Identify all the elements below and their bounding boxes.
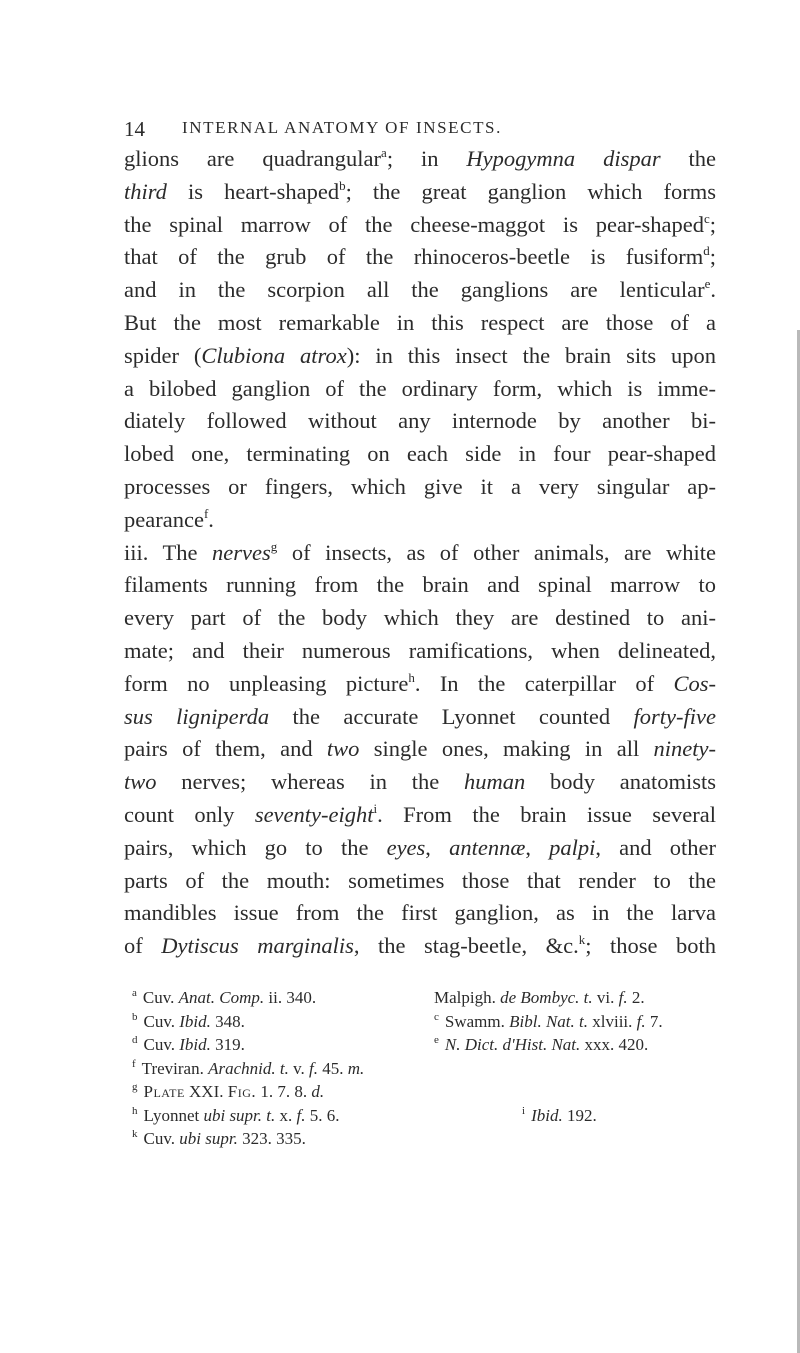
footnote: $^i$ Ibid. 192. xyxy=(522,1104,597,1125)
footnotes xyxy=(132,986,732,1151)
running-head: INTERNAL ANATOMY OF INSECTS. xyxy=(182,118,502,137)
footnote: $^d$ Cuv. Ibid. 319. xyxy=(132,1034,245,1054)
text-line: glions are quadrangular$^a$; in Hypogymna dispar the xyxy=(124,145,717,171)
footnote: Malpigh. de Bombyc. t. vi. f. 2. xyxy=(434,988,645,1007)
footnote: $^f$ Treviran. Arachnid. t. v. f. 45. m. xyxy=(132,1057,365,1078)
text-line: lobed one, terminating on each side in four pear-shaped xyxy=(124,441,716,467)
text-line: mate; and their numerous ramifications, when delineated, xyxy=(124,637,716,663)
footnote-row xyxy=(132,1127,732,1151)
footnote: $^k$ Cuv. ubi supr. 323. 335. xyxy=(132,1128,306,1148)
footnote-row xyxy=(132,1057,732,1081)
text-line: pearance$^f$. xyxy=(124,505,214,532)
text-line: count only seventy-eight$^i$. From the brain issue several xyxy=(124,800,716,827)
text-line: form no unpleasing picture$^h$. In the caterpillar of Cos- xyxy=(124,669,716,696)
body-text xyxy=(124,143,716,963)
footnote: $^g$ Plate XXI. Fig. 1. 7. 8. d. xyxy=(132,1081,325,1101)
text-line: two nerves; whereas in the human body anatomists xyxy=(124,769,716,795)
footnote: $^a$ Cuv. Anat. Comp. ii. 340. xyxy=(132,987,317,1007)
page-number: 14 xyxy=(124,117,145,141)
footnote-row xyxy=(132,1104,732,1128)
text-line: every part of the body which they are destined to ani- xyxy=(124,605,716,631)
text-line: iii. The nerves$^g$ of insects, as of other animals, are white xyxy=(124,538,717,565)
text-line: that of the grub of the rhinoceros-beetle is fusiform$^d$; xyxy=(124,243,716,270)
text-line: diately followed without any internode by another bi- xyxy=(124,408,716,434)
text-line: filaments running from the brain and spinal marrow to xyxy=(124,572,716,598)
text-line: mandibles issue from the first ganglion, as in the larva xyxy=(124,900,716,926)
footnote: $^c$ Swamm. Bibl. Nat. t. xlviii. f. 7. xyxy=(434,1010,663,1031)
text-line: third is heart-shaped$^b$; the great ganglion which forms xyxy=(124,177,716,204)
footnote: $^e$ N. Dict. d'Hist. Nat. xxx. 420. xyxy=(434,1034,649,1054)
text-line: the spinal marrow of the cheese-maggot is pear-shaped$^c$; xyxy=(124,210,716,237)
text-line: pairs of them, and two single ones, making in all ninety- xyxy=(124,736,716,762)
text-line: sus ligniperda the accurate Lyonnet counted forty-five xyxy=(124,703,716,729)
text-line: a bilobed ganglion of the ordinary form, which is imme- xyxy=(124,375,716,401)
footnote-row xyxy=(132,1033,732,1057)
footnote-row xyxy=(132,1010,732,1034)
text-line: processes or fingers, which give it a very singular ap- xyxy=(124,473,716,499)
footnote-row xyxy=(132,986,732,1010)
footnote: $^h$ Lyonnet ubi supr. t. x. f. 5. 6. xyxy=(132,1104,340,1125)
text-line: spider (Clubiona atrox): in this insect the brain sits upon xyxy=(124,342,717,368)
text-line: of Dytiscus marginalis, the stag-beetle, &c.$^k$; those both xyxy=(124,932,716,959)
footnote: $^b$ Cuv. Ibid. 348. xyxy=(132,1010,245,1031)
footnote-row xyxy=(132,1080,732,1104)
text-line: parts of the mouth: sometimes those that render to the xyxy=(124,867,716,893)
text-line: and in the scorpion all the ganglions are lenticular$^e$. xyxy=(124,276,716,303)
text-line: But the most remarkable in this respect are those of a xyxy=(124,309,716,335)
page-header xyxy=(124,117,684,145)
text-line: pairs, which go to the eyes, antennæ, palpi, and other xyxy=(124,834,717,860)
